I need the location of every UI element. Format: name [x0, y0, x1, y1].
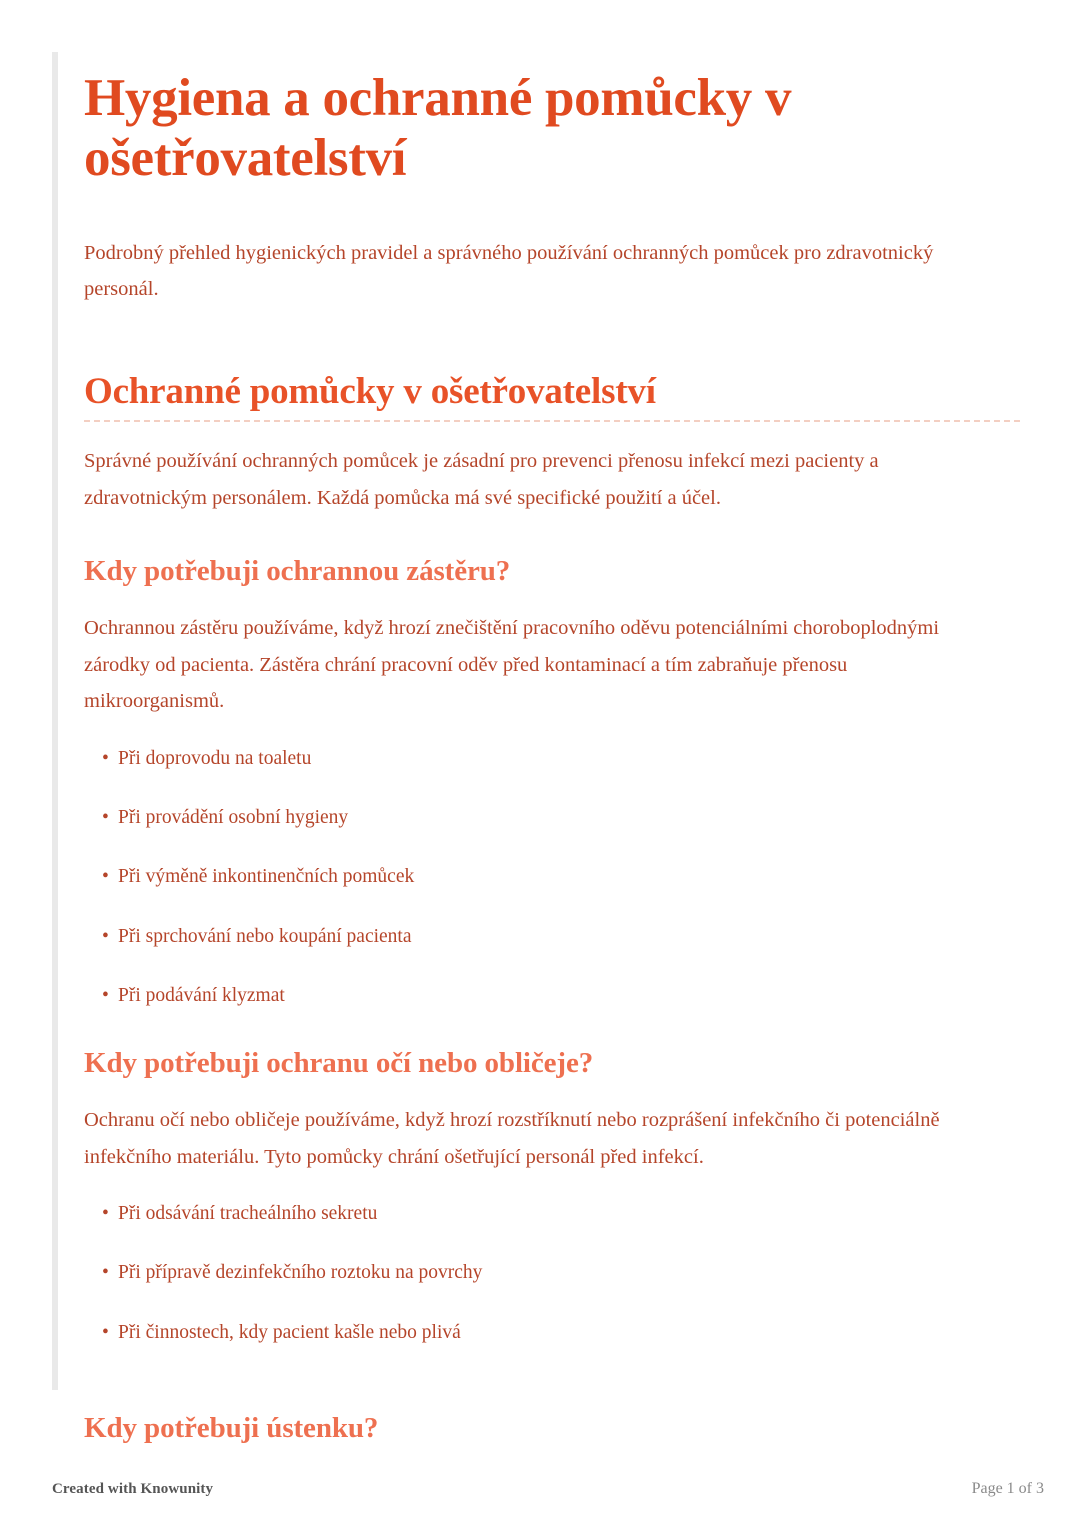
subsection-paragraph-apron: Ochrannou zástěru používáme, když hrozí znečištění pracovního oděvu potenciálními choroboplodnými zárodky od pacienta. Zástěra chrání pracovní oděv před kontaminací a tím zabraňuje přenosu mikroorganismů.	[84, 617, 940, 713]
document-content	[84, 0, 1020, 1446]
list-item	[84, 924, 1020, 949]
bullet-icon: •	[102, 985, 109, 1007]
bullet-icon: •	[102, 747, 109, 769]
list-item-label: Při činnostech, kdy pacient kašle nebo plivá	[118, 1321, 461, 1343]
list-item	[84, 1260, 1020, 1285]
list-item-label: Při přípravě dezinfekčního roztoku na povrchy	[118, 1262, 483, 1284]
subsection-heading-apron: Kdy potřebuji ochrannou zástěru?	[84, 555, 511, 588]
section-intro-paragraph: Správné používání ochranných pomůcek je zásadní pro prevenci přenosu infekcí mezi pacienty a zdravotnickým personálem. Každá pomůcka má své specifické použití a účel.	[84, 450, 879, 509]
list-item-label: Při odsávání tracheálního sekretu	[118, 1203, 378, 1225]
list-item	[84, 864, 1020, 889]
bullet-list-apron	[84, 720, 1020, 1009]
list-item	[84, 746, 1020, 771]
layout-spacer	[84, 1345, 1020, 1373]
subsection-heading-mask: Kdy potřebuji ústenku?	[84, 1412, 379, 1445]
list-item	[84, 1201, 1020, 1226]
list-item	[84, 983, 1020, 1008]
footer-page-indicator: Page 1 of 3	[971, 1480, 1044, 1497]
document-subtitle: Podrobný přehled hygienických pravidel a správného používání ochranných pomůcek pro zdravotnický personál.	[84, 241, 934, 301]
bullet-icon: •	[102, 1262, 109, 1284]
bullet-icon: •	[102, 1203, 109, 1225]
bullet-icon: •	[102, 807, 109, 828]
page-footer	[52, 1480, 1044, 1498]
list-item	[84, 1320, 1020, 1345]
left-margin-rule	[52, 52, 58, 1390]
list-item-label: Při sprchování nebo koupání pacienta	[118, 925, 412, 947]
footer-credit: Created with Knowunity	[52, 1481, 214, 1497]
page-title: Hygiena a ochranné pomůcky v ošetřovatelství	[84, 69, 792, 188]
list-item-label: Při výměně inkontinenčních pomůcek	[118, 866, 415, 888]
bullet-icon: •	[102, 925, 109, 947]
bullet-icon: •	[102, 866, 109, 888]
list-item	[84, 805, 1020, 830]
bullet-icon: •	[102, 1321, 109, 1343]
subsection-paragraph-eye-face: Ochranu očí nebo obličeje používáme, když hrozí rozstříknutí nebo rozprášení infekčního či potenciálně infekčního materiálu. Tyto pomůcky chrání ošetřující personál před infekcí.	[84, 1109, 940, 1168]
section-heading: Ochranné pomůcky v ošetřovatelství	[84, 370, 656, 412]
list-item-label: Při doprovodu na toaletu	[118, 747, 312, 769]
subsection-heading-eye-face: Kdy potřebuji ochranu očí nebo obličeje?	[84, 1047, 594, 1080]
bullet-list-eye-face	[84, 1175, 1020, 1345]
list-item-label: Při podávání klyzmat	[118, 985, 285, 1007]
list-item-label: Při provádění osobní hygieny	[118, 807, 349, 828]
